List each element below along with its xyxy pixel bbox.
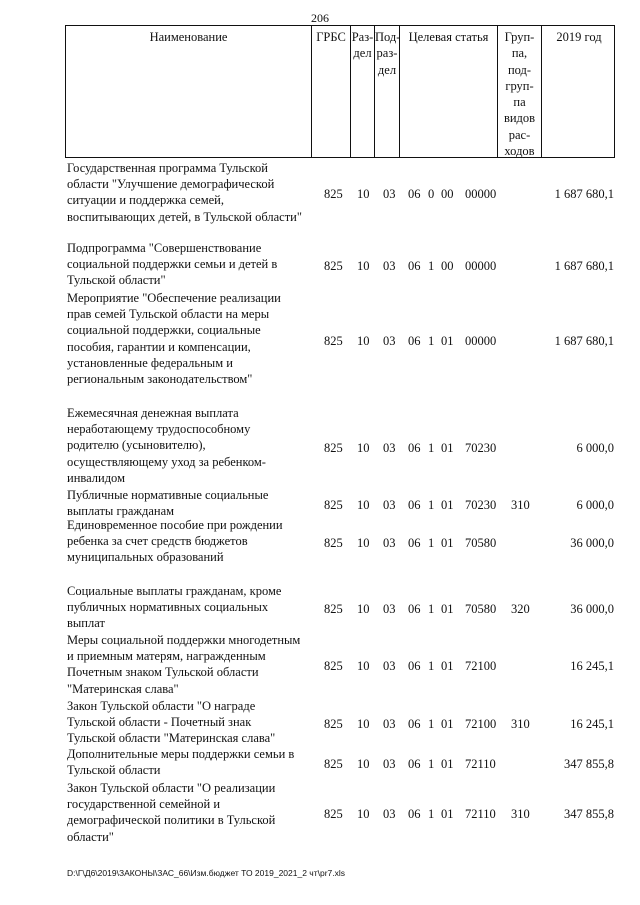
row-grbs: 825	[324, 440, 343, 455]
row-podrazdel: 03	[383, 602, 396, 617]
row-expense-group: 310	[511, 807, 530, 822]
row-target-event: 00	[441, 259, 454, 274]
table-row	[0, 583, 640, 632]
row-target-direction: 70580	[465, 536, 497, 551]
row-razdel: 10	[357, 187, 370, 202]
row-target-subprogram: 1	[428, 498, 435, 513]
row-target-direction: 00000	[465, 333, 497, 348]
row-target-subprogram: 1	[428, 440, 435, 455]
row-podrazdel: 03	[383, 536, 396, 551]
row-target-program: 06	[408, 259, 421, 274]
row-amount: 1 687 680,1	[554, 333, 614, 348]
row-target-direction: 00000	[465, 187, 497, 202]
row-name: Мероприятие "Обеспечение реализации прав семей Тульской области на меры социальной поддержки, социальные пособия, гарантии и компенсации, установленные федеральным и региональным законодательством"	[67, 291, 281, 387]
row-target-event: 01	[441, 659, 454, 674]
row-grbs: 825	[324, 807, 343, 822]
row-target-program: 06	[408, 440, 421, 455]
row-target-direction: 70230	[465, 440, 497, 455]
row-name: Социальные выплаты гражданам, кроме публичных нормативных социальных выплат	[67, 584, 282, 631]
row-name: Закон Тульской области "О награде Тульской области - Почетный знак Тульской области "Материнская слава"	[67, 699, 276, 746]
row-amount: 1 687 680,1	[554, 259, 614, 274]
row-target-direction: 72110	[465, 807, 496, 822]
row-podrazdel: 03	[383, 187, 396, 202]
row-target-program: 06	[408, 659, 421, 674]
row-target-subprogram: 0	[428, 187, 435, 202]
row-expense-group: 310	[511, 717, 530, 732]
row-target-program: 06	[408, 536, 421, 551]
row-target-subprogram: 1	[428, 536, 435, 551]
row-podrazdel: 03	[383, 659, 396, 674]
row-name: Подпрограмма "Совершенствование социальной поддержки семьи и детей в Тульской области"	[67, 241, 278, 288]
row-razdel: 10	[357, 659, 370, 674]
row-target-direction: 72100	[465, 717, 497, 732]
row-grbs: 825	[324, 259, 343, 274]
row-name: Закон Тульской области "О реализации государственной семейной и демографической политики в Тульской области"	[67, 781, 276, 844]
file-path-footer: D:\Г\Д6\2019\ЗАКОНЫ\ЗАС_66\Изм.бюджет ТО 2019_2021_2 чт\pr7.xls	[67, 868, 346, 878]
row-grbs: 825	[324, 536, 343, 551]
row-expense-group: 320	[511, 602, 530, 617]
header-year: 2019 год	[556, 30, 602, 44]
row-target-subprogram: 1	[428, 659, 435, 674]
row-name: Государственная программа Тульской области "Улучшение демографической ситуации и поддержка семей, воспитывающих детей, в Тульской области"	[67, 161, 302, 224]
row-target-program: 06	[408, 717, 421, 732]
row-target-subprogram: 1	[428, 757, 435, 772]
row-target-event: 01	[441, 440, 454, 455]
row-podrazdel: 03	[383, 807, 396, 822]
row-target-event: 01	[441, 757, 454, 772]
row-target-direction: 70580	[465, 602, 497, 617]
row-razdel: 10	[357, 602, 370, 617]
row-target-subprogram: 1	[428, 602, 435, 617]
row-target-event: 01	[441, 333, 454, 348]
row-grbs: 825	[324, 717, 343, 732]
row-grbs: 825	[324, 757, 343, 772]
row-amount: 1 687 680,1	[554, 187, 614, 202]
table-header	[65, 25, 615, 158]
table-row	[0, 780, 640, 845]
row-podrazdel: 03	[383, 717, 396, 732]
table-row	[0, 698, 640, 747]
header-grbs: ГРБС	[312, 26, 351, 157]
row-podrazdel: 03	[383, 440, 396, 455]
table-row	[0, 405, 640, 486]
row-target-program: 06	[408, 807, 421, 822]
row-amount: 347 855,8	[564, 807, 614, 822]
table-row	[0, 517, 640, 566]
row-target-program: 06	[408, 187, 421, 202]
row-target-program: 06	[408, 498, 421, 513]
table-row	[0, 746, 640, 778]
row-target-event: 00	[441, 187, 454, 202]
row-target-event: 01	[441, 498, 454, 513]
row-amount: 16 245,1	[570, 717, 614, 732]
row-amount: 36 000,0	[570, 536, 614, 551]
row-razdel: 10	[357, 536, 370, 551]
row-target-subprogram: 1	[428, 717, 435, 732]
row-grbs: 825	[324, 659, 343, 674]
row-amount: 347 855,8	[564, 757, 614, 772]
row-name: Дополнительные меры поддержки семьи в Тульской области	[67, 747, 295, 778]
page-number: 206	[311, 11, 329, 25]
row-razdel: 10	[357, 498, 370, 513]
row-target-event: 01	[441, 717, 454, 732]
row-grbs: 825	[324, 333, 343, 348]
row-podrazdel: 03	[383, 498, 396, 513]
row-name: Публичные нормативные социальные выплаты гражданам	[67, 488, 269, 519]
row-expense-group: 310	[511, 498, 530, 513]
row-target-subprogram: 1	[428, 259, 435, 274]
row-razdel: 10	[357, 259, 370, 274]
row-target-subprogram: 1	[428, 807, 435, 822]
table-row	[0, 290, 640, 387]
row-amount: 36 000,0	[570, 602, 614, 617]
row-target-direction: 70230	[465, 498, 497, 513]
row-razdel: 10	[357, 717, 370, 732]
row-amount: 16 245,1	[570, 659, 614, 674]
row-target-program: 06	[408, 757, 421, 772]
header-name: Наименование	[66, 26, 312, 157]
row-name: Ежемесячная денежная выплата неработающему трудоспособному родителю (усыновителю), осуществляющему уход за ребенком- инвалидом	[67, 406, 266, 485]
row-target-subprogram: 1	[428, 333, 435, 348]
header-podrazdel: Под- раз- дел	[375, 26, 400, 157]
row-grbs: 825	[324, 498, 343, 513]
row-podrazdel: 03	[383, 259, 396, 274]
row-name: Меры социальной поддержки многодетным и приемным матерям, награжденным Почетным знаком Тульской области "Материнская слава"	[67, 633, 301, 696]
row-grbs: 825	[324, 602, 343, 617]
table-row	[0, 487, 640, 519]
row-target-direction: 72110	[465, 757, 496, 772]
row-podrazdel: 03	[383, 333, 396, 348]
row-target-direction: 00000	[465, 259, 497, 274]
row-name: Единовременное пособие при рождении ребенка за счет средств бюджетов муниципальных образований	[67, 518, 283, 565]
row-target-direction: 72100	[465, 659, 497, 674]
table-row	[0, 632, 640, 697]
header-target: Целевая статья	[400, 26, 498, 157]
row-target-event: 01	[441, 602, 454, 617]
row-amount: 6 000,0	[576, 498, 614, 513]
row-podrazdel: 03	[383, 757, 396, 772]
row-amount: 6 000,0	[576, 440, 614, 455]
header-group: Груп- па, под- груп- па видов рас- ходов	[498, 26, 542, 157]
row-razdel: 10	[357, 333, 370, 348]
row-razdel: 10	[357, 440, 370, 455]
row-target-event: 01	[441, 536, 454, 551]
row-razdel: 10	[357, 757, 370, 772]
row-target-program: 06	[408, 333, 421, 348]
header-razdel: Раз- дел	[351, 26, 375, 157]
row-target-program: 06	[408, 602, 421, 617]
row-target-event: 01	[441, 807, 454, 822]
table-row	[0, 160, 640, 225]
table-row	[0, 240, 640, 289]
row-grbs: 825	[324, 187, 343, 202]
row-razdel: 10	[357, 807, 370, 822]
